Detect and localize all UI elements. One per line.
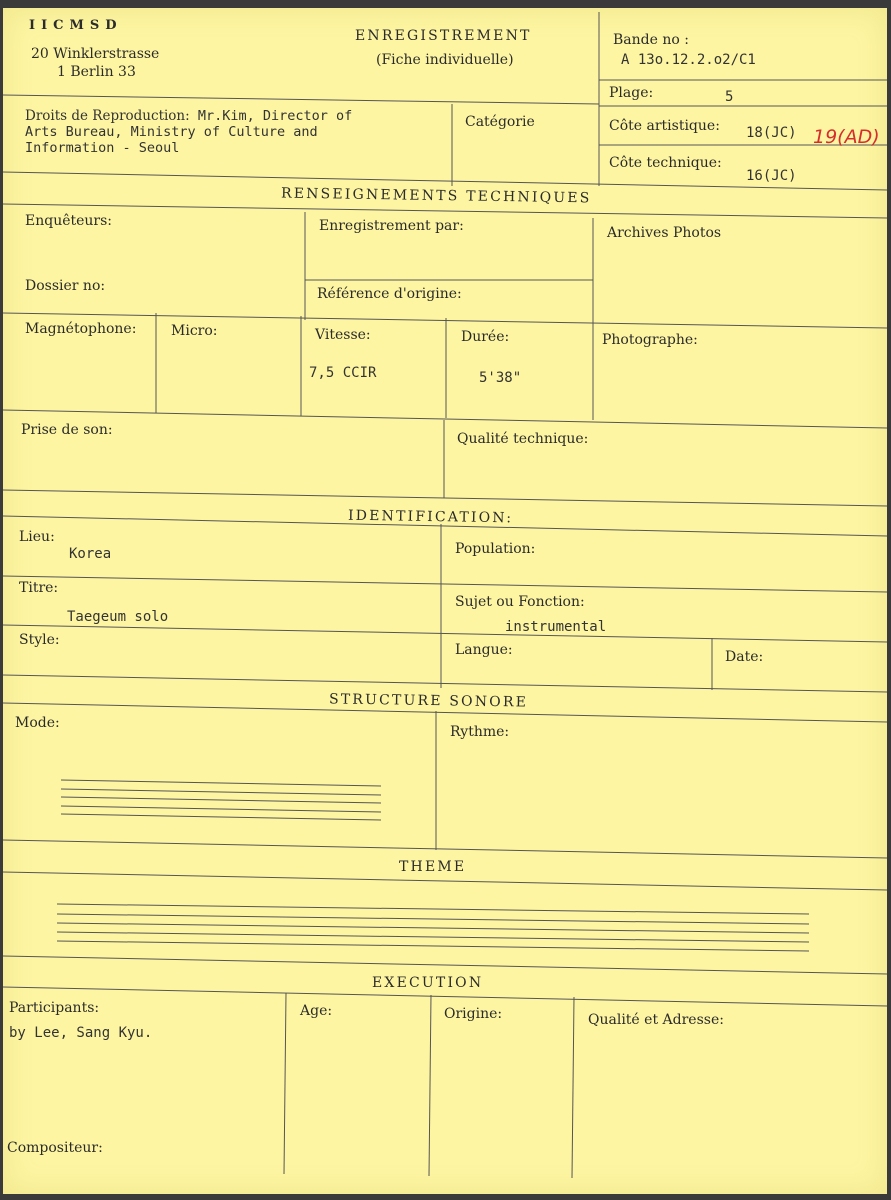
- age-label: Age:: [300, 1003, 333, 1019]
- rights-block: [25, 108, 352, 156]
- bande-label: Bande no :: [613, 32, 689, 48]
- mode-label: Mode:: [15, 715, 60, 731]
- rythme-label: Rythme:: [450, 724, 510, 740]
- titre-label: Titre:: [19, 580, 59, 596]
- style-label: Style:: [19, 632, 60, 648]
- qualite-technique-label: Qualité technique:: [457, 431, 589, 447]
- vitesse-value: 7,5 CCIR: [309, 365, 377, 381]
- cote-technique-value: 16(JC): [746, 168, 797, 184]
- structure-sonore-heading: STRUCTURE SONORE: [328, 691, 529, 711]
- lieu-value: Korea: [69, 546, 112, 562]
- compositeur-label: Compositeur:: [7, 1140, 103, 1156]
- execution-heading: EXECUTION: [372, 975, 484, 991]
- participants-value: by Lee, Sang Kyu.: [9, 1025, 153, 1041]
- form-title: ENREGISTREMENT: [355, 28, 532, 44]
- cote-artistique-annotation: 19(AD): [813, 126, 880, 148]
- reference-label: Référence d'origine:: [317, 286, 462, 302]
- dossier-label: Dossier no:: [25, 278, 106, 294]
- archives-photos-label: Archives Photos: [607, 225, 722, 241]
- rights-line-1: Mr.Kim, Director of: [197, 108, 353, 124]
- cote-artistique-value: 18(JC): [746, 125, 797, 141]
- categorie-label: Catégorie: [465, 114, 535, 130]
- cote-artistique-label: Côte artistique:: [609, 118, 720, 134]
- address-city: 1 Berlin 33: [57, 64, 136, 80]
- sujet-value: instrumental: [505, 619, 607, 635]
- enqueteurs-label: Enquêteurs:: [25, 213, 113, 229]
- record-card: [3, 8, 887, 1194]
- cote-technique-label: Côte technique:: [609, 155, 722, 171]
- participants-label: Participants:: [9, 1000, 100, 1016]
- photographe-label: Photographe:: [602, 332, 698, 348]
- origine-label: Origine:: [444, 1006, 503, 1022]
- rights-line-3: Information - Seoul: [25, 140, 180, 156]
- micro-label: Micro:: [171, 323, 218, 339]
- rights-line-2: Arts Bureau, Ministry of Culture and: [25, 124, 318, 140]
- vitesse-label: Vitesse:: [315, 327, 371, 343]
- titre-value: Taegeum solo: [67, 609, 169, 625]
- theme-heading: THEME: [399, 859, 467, 875]
- date-label: Date:: [725, 649, 764, 665]
- plage-value: 5: [725, 89, 734, 105]
- bande-value: A 13o.12.2.o2/C1: [621, 52, 756, 68]
- enregistrement-par-label: Enregistrement par:: [319, 218, 464, 234]
- magnetophone-label: Magnétophone:: [25, 321, 137, 337]
- qualite-adresse-label: Qualité et Adresse:: [588, 1012, 724, 1028]
- form-subtitle: (Fiche individuelle): [376, 52, 514, 68]
- duree-label: Durée:: [461, 329, 510, 345]
- identification-heading: IDENTIFICATION:: [347, 507, 514, 527]
- duree-value: 5'38": [479, 370, 522, 386]
- sujet-label: Sujet ou Fonction:: [455, 594, 585, 610]
- address-street: 20 Winklerstrasse: [31, 46, 160, 62]
- prise-de-son-label: Prise de son:: [21, 422, 113, 438]
- lieu-label: Lieu:: [19, 529, 55, 545]
- population-label: Population:: [455, 541, 536, 557]
- iicmsd-logo: IICMSD: [29, 18, 123, 33]
- langue-label: Langue:: [455, 642, 513, 658]
- rights-label: Droits de Reproduction:: [25, 108, 190, 124]
- technique-heading: RENSEIGNEMENTS TECHNIQUES: [280, 185, 592, 207]
- plage-label: Plage:: [609, 85, 654, 101]
